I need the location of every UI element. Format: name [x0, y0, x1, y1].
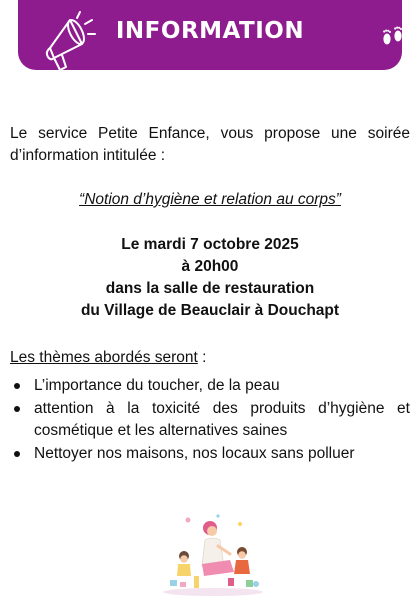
themes-colon: : — [197, 349, 207, 366]
event-subject: “Notion d’hygiène et relation au corps” — [79, 191, 341, 208]
event-room: dans la salle de restauration — [105, 280, 315, 297]
event-details — [0, 234, 420, 322]
mother-child-illustration — [158, 510, 268, 598]
theme-item: Nettoyer nos maisons, nos locaux sans polluer — [34, 443, 410, 465]
themes-title: Les thèmes abordés seront — [10, 349, 198, 366]
banner-title: INFORMATION — [115, 18, 305, 44]
theme-item: L’importance du toucher, de la peau — [34, 375, 410, 397]
event-location: du Village de Beauclair à Douchapt — [80, 302, 340, 319]
event-time: à 20h00 — [181, 258, 239, 275]
themes-list — [34, 375, 410, 466]
baby-footprints-icon — [380, 25, 406, 49]
theme-item: attention à la toxicité des produits d’hygiène et cosmétique et les alternatives saines — [34, 398, 410, 442]
event-date: Le mardi 7 octobre 2025 — [121, 236, 299, 253]
intro-text: Le service Petite Enfance, vous propose une soirée d’information intitulée : — [10, 125, 410, 164]
themes-heading — [10, 349, 206, 367]
header-banner — [18, 0, 402, 70]
